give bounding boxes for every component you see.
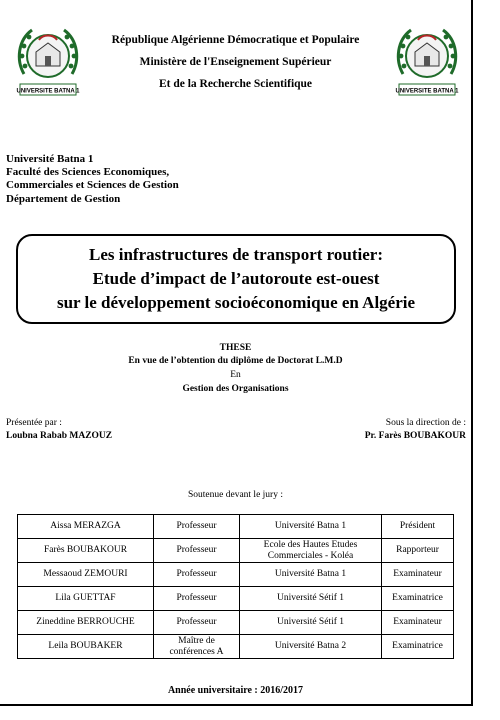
thesis-field: Gestion des Organisations — [182, 384, 289, 394]
table-row — [18, 587, 454, 611]
jury-name: Aissa MERAZGA — [18, 515, 154, 539]
title-line-1: Les infrastructures de transport routier: — [89, 245, 383, 264]
thesis-label: THESE — [219, 343, 252, 353]
header-republic: République Algérienne Démocratique et Populaire — [111, 34, 360, 46]
table-row — [18, 563, 454, 587]
jury-institution: Université Sétif 1 — [240, 611, 382, 635]
jury-role: Président — [382, 515, 454, 539]
jury-institution: Ecole des Hautes Etudes Commerciales - Koléa — [240, 539, 382, 563]
table-row — [18, 539, 454, 563]
author-name: Loubna Rabab MAZOUZ — [6, 431, 113, 441]
jury-name: Lila GUETTAF — [18, 587, 154, 611]
jury-role: Examinatrice — [382, 587, 454, 611]
thesis-title-box — [16, 234, 456, 324]
jury-institution: Université Batna 2 — [240, 635, 382, 659]
jury-title: Soutenue devant le jury : — [188, 490, 283, 500]
jury-institution: Université Batna 1 — [240, 515, 382, 539]
jury-rank: Maître de conférences A — [154, 635, 240, 659]
jury-role: Examinatrice — [382, 635, 454, 659]
jury-name: Zineddine BERROUCHE — [18, 611, 154, 635]
svg-text:UNIVERSITE BATNA 1: UNIVERSITE BATNA 1 — [395, 88, 459, 95]
table-row — [18, 635, 454, 659]
jury-rank: Professeur — [154, 563, 240, 587]
jury-table — [17, 514, 454, 659]
table-row — [18, 611, 454, 635]
faculty-line-1: Faculté des Sciences Economiques, — [6, 166, 170, 179]
institution-block — [6, 153, 179, 206]
jury-name: Farès BOUBAKOUR — [18, 539, 154, 563]
direction-label: Sous la direction de : — [385, 418, 466, 428]
jury-institution: Université Batna 1 — [240, 563, 382, 587]
jury-rank: Professeur — [154, 587, 240, 611]
jury-role: Examinateur — [382, 563, 454, 587]
jury-rank: Professeur — [154, 611, 240, 635]
department-name: Département de Gestion — [6, 192, 121, 205]
svg-text:UNIVERSITE BATNA 1: UNIVERSITE BATNA 1 — [16, 88, 80, 95]
university-name: Université Batna 1 — [6, 153, 94, 165]
title-line-3: sur le développement socioéconomique en Algérie — [56, 293, 416, 312]
jury-role: Examinateur — [382, 611, 454, 635]
thesis-purpose: En vue de l’obtention du diplôme de Doctorat L.M.D — [128, 356, 343, 366]
supervisor-name: Pr. Farès BOUBAKOUR — [364, 431, 466, 441]
header-research: Et de la Recherche Scientifique — [158, 78, 313, 90]
thesis-en: En — [230, 370, 241, 380]
header-ministry: Ministère de l'Enseignement Supérieur — [139, 56, 332, 68]
title-line-2: Etude d’impact de l’autoroute est-ouest — [92, 269, 380, 288]
jury-institution: Université Sétif 1 — [240, 587, 382, 611]
jury-name: Messaoud ZEMOURI — [18, 563, 154, 587]
jury-name: Leila BOUBAKER — [18, 635, 154, 659]
faculty-line-2: Commerciales et Sciences de Gestion — [6, 179, 179, 192]
table-row — [18, 515, 454, 539]
jury-rank: Professeur — [154, 515, 240, 539]
jury-role: Rapporteur — [382, 539, 454, 563]
jury-rank: Professeur — [154, 539, 240, 563]
presented-label: Présentée par : — [6, 418, 62, 428]
academic-year: Année universitaire : 2016/2017 — [167, 685, 304, 696]
